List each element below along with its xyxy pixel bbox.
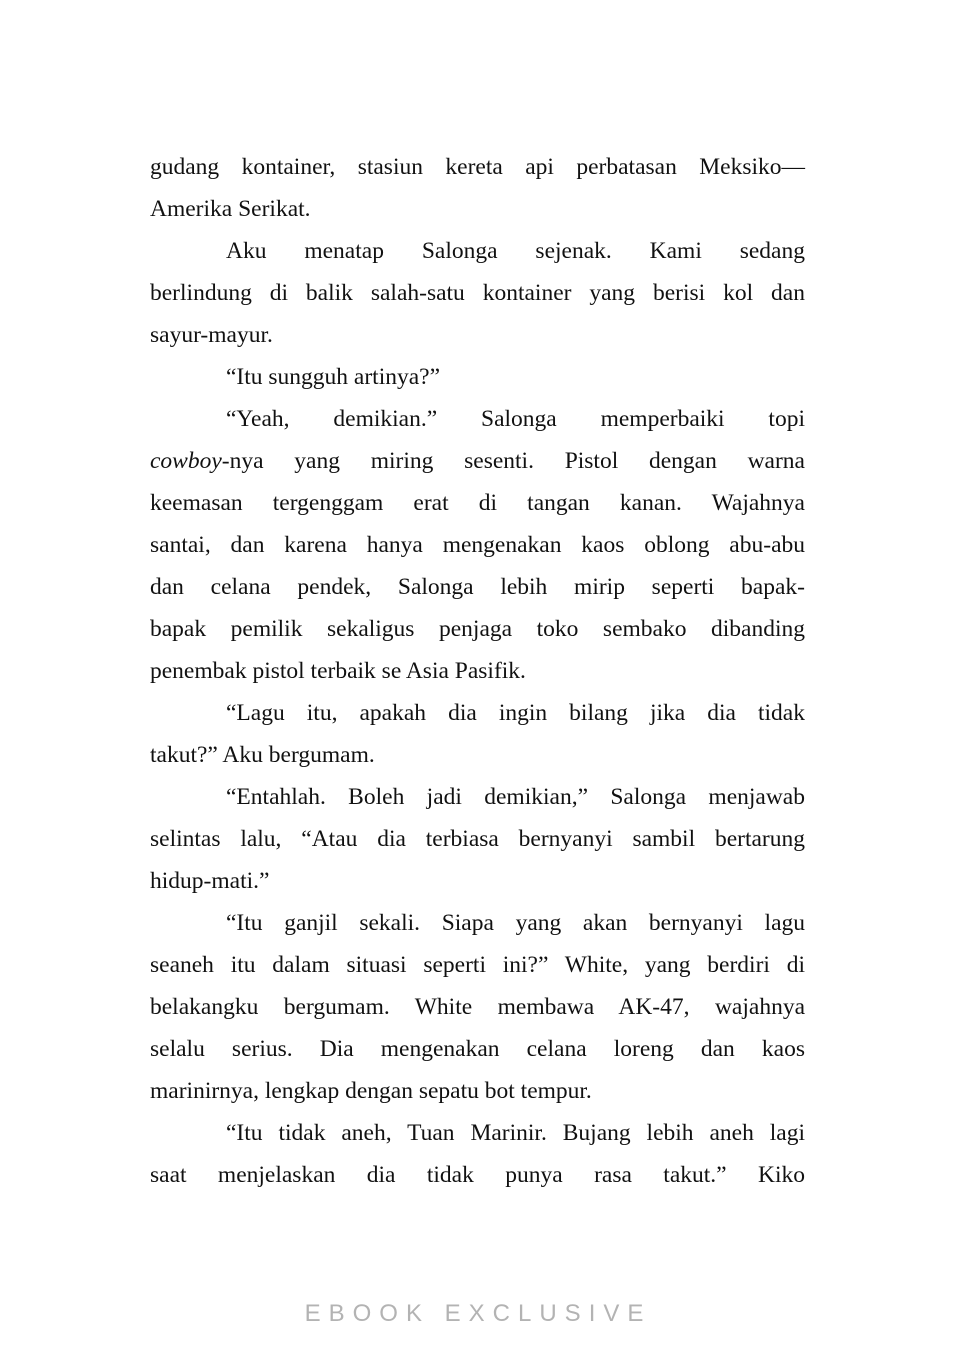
line-text: bapak pemilik sekaligus penjaga toko sembako dibanding (150, 616, 805, 642)
line-text: “Itu tidak aneh, Tuan Marinir. Bujang lebih aneh lagi (226, 1120, 805, 1146)
line-text: keemasan tergenggam erat di tangan kanan. Wajahnya (150, 490, 805, 516)
ebook-exclusive-footer: EBOOK EXCLUSIVE (304, 1300, 652, 1327)
line-text: Amerika Serikat. (150, 196, 311, 222)
text-line (150, 944, 805, 986)
text-line (150, 1070, 805, 1112)
line-text: “Yeah, demikian.” Salonga memperbaiki topi (226, 406, 805, 432)
text-line (150, 1112, 805, 1154)
line-text: penembak pistol terbaik se Asia Pasifik. (150, 658, 526, 684)
text-line (150, 566, 805, 608)
text-line (150, 986, 805, 1028)
text-line (150, 230, 805, 272)
text-line (150, 272, 805, 314)
text-line (150, 608, 805, 650)
text-line (150, 314, 805, 356)
text-line (150, 734, 805, 776)
text-line (150, 1154, 805, 1196)
text-line (150, 440, 805, 482)
line-text: -nya yang miring sesenti. Pistol dengan warna (221, 448, 805, 474)
text-line (150, 1028, 805, 1070)
line-text: berlindung di balik salah-satu kontainer yang berisi kol dan (150, 280, 805, 306)
text-line (150, 398, 805, 440)
line-text: “Lagu itu, apakah dia ingin bilang jika dia tidak (226, 700, 805, 726)
text-line (150, 902, 805, 944)
text-line (150, 524, 805, 566)
text-line (150, 356, 805, 398)
line-text: belakangku bergumam. White membawa AK-47, wajahnya (150, 994, 805, 1020)
text-line (150, 650, 805, 692)
line-text: “Itu ganjil sekali. Siapa yang akan bernyanyi lagu (226, 910, 805, 936)
line-text: selintas lalu, “Atau dia terbiasa bernyanyi sambil bertarung (150, 826, 805, 852)
italic-word: cowboy (150, 448, 222, 474)
line-text: santai, dan karena hanya mengenakan kaos oblong abu-abu (150, 532, 805, 558)
line-text: dan celana pendek, Salonga lebih mirip seperti bapak- (150, 574, 805, 600)
line-text: “Itu sungguh artinya?” (226, 364, 441, 390)
line-text: gudang kontainer, stasiun kereta api perbatasan Meksiko— (150, 154, 805, 180)
line-text: marinirnya, lengkap dengan sepatu bot tempur. (150, 1078, 592, 1104)
text-line (150, 860, 805, 902)
body-text (150, 146, 805, 1196)
text-line (150, 818, 805, 860)
line-text: seaneh itu dalam situasi seperti ini?” White, yang berdiri di (150, 952, 805, 978)
line-text: takut?” Aku bergumam. (150, 742, 375, 768)
text-line (150, 188, 805, 230)
text-line (150, 776, 805, 818)
text-line (150, 692, 805, 734)
line-text: hidup-mati.” (150, 868, 270, 894)
line-text: saat menjelaskan dia tidak punya rasa takut.” Kiko (150, 1162, 805, 1188)
text-line (150, 482, 805, 524)
line-text: “Entahlah. Boleh jadi demikian,” Salonga menjawab (226, 784, 805, 810)
line-text: Aku menatap Salonga sejenak. Kami sedang (226, 238, 805, 264)
text-line (150, 146, 805, 188)
line-text: selalu serius. Dia mengenakan celana loreng dan kaos (150, 1036, 805, 1062)
line-text: sayur-mayur. (150, 322, 273, 348)
